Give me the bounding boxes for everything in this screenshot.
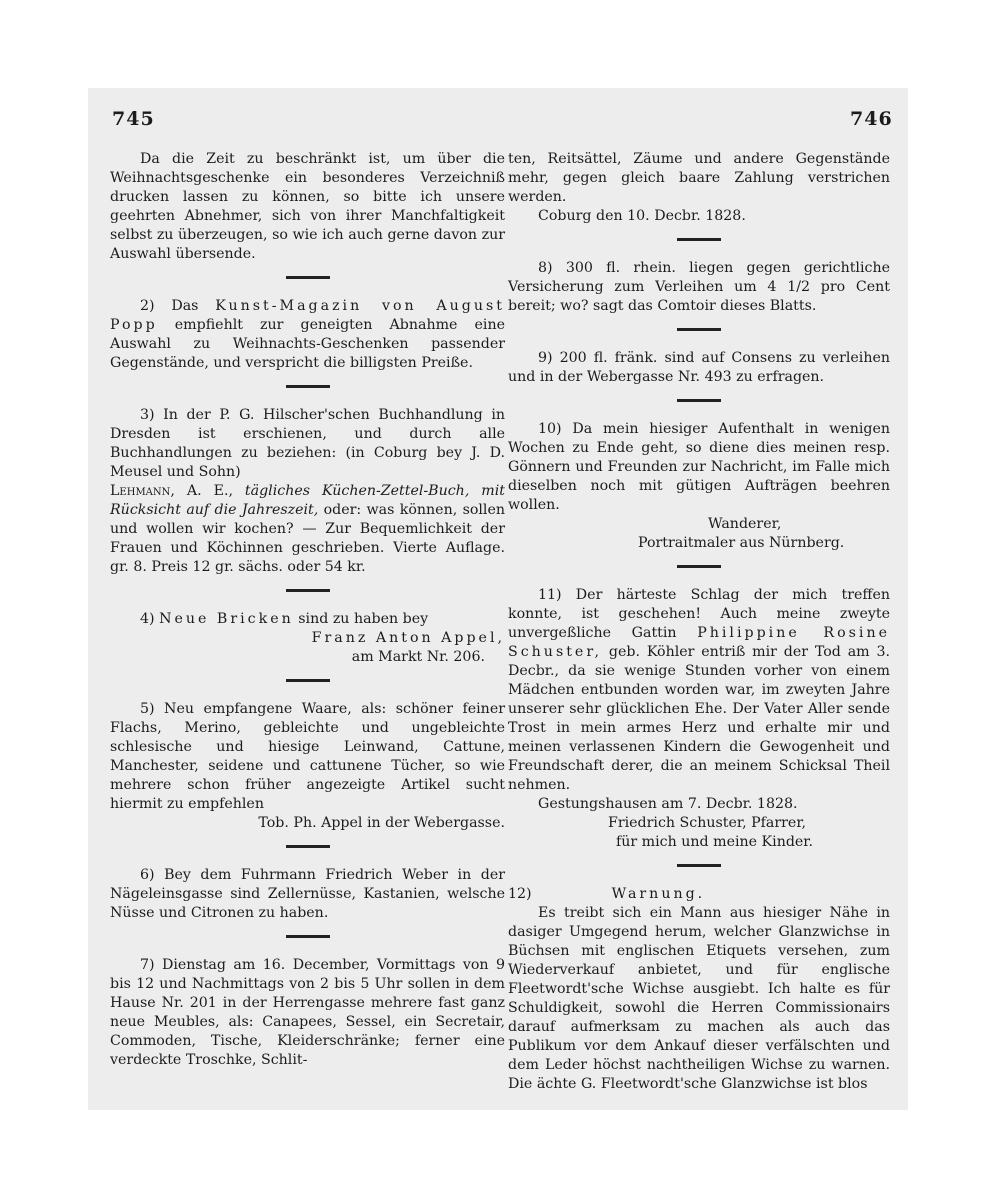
entry-3-author: Lehmann, A. E., (110, 483, 233, 499)
entry-4-text: sind zu haben bey (293, 611, 429, 627)
entry-3-rest: oder: was können, sollen und wollen wir kochen? — Zur Bequemlichkeit der Frauen und Köchinnen geschrieben. Vierte Auflage. gr. 8. Preis 12 gr. sächs. oder 54 kr. (110, 502, 505, 575)
entry-4-signature-1: Franz Anton Appel, (311, 630, 505, 646)
right-page-number: 746 (850, 108, 893, 130)
entry-11-text-a: 11) Der härteste Schlag der mich treffen konnte, ist geschehen! Auch meine zweyte unvergeßliche Gattin (508, 587, 890, 641)
entry-2-text: empfiehlt zur geneigten Abnahme eine Auswahl zu Weihnachts-Geschenken passender Gegenstände, und verspricht die billigsten Preiße. (110, 317, 505, 371)
entry-12-header (508, 885, 890, 904)
entry-5-signature: Tob. Ph. Appel in der Webergasse. (258, 815, 505, 831)
separator (286, 276, 330, 279)
entry-11 (508, 586, 890, 795)
separator (677, 238, 721, 241)
entry-10: 10) Da mein hiesiger Aufenthalt in wenigen Wochen zu Ende geht, so diene dies meinen resp. Gönnern und Freunden zur Nachricht, im Falle mich dieselben noch mit gütigen Aufträgen beehren wollen. (508, 421, 890, 513)
entry-12: Es treibt sich ein Mann aus hiesiger Nähe in dasiger Umgegend herum, welcher Glanzwichse in Büchsen mit englischen Etiquets versehen, zum Wiederverkauf anbietet, und für englische Fleetwordt'sche Wichse ausgiebt. Ich halte es für Schuldigkeit, sowohl die Herren Commissionairs darauf aufmerksam zu machen als auch das Publikum vor dem Ankauf dieser verfälschten und dem Leder höchst nachtheiligen Wichse zu warnen. Die ächte G. Fleetwordt'sche Glanzwichse ist blos (508, 905, 890, 1092)
entry-3 (110, 406, 505, 577)
entry-2-name: Kunst-Magazin von August Popp (110, 298, 506, 333)
entry-12-number: 12) (508, 886, 532, 902)
separator (677, 328, 721, 331)
entry-7-date: Coburg den 10. Decbr. 1828. (538, 208, 746, 224)
entry-9: 9) 200 fl. fränk. sind auf Consens zu verleihen und in der Webergasse Nr. 493 zu erfragen. (508, 350, 890, 385)
entry-4-signature-2: am Markt Nr. 206. (351, 649, 485, 665)
right-column (508, 150, 890, 1094)
entry-11-date: Gestungshausen am 7. Decbr. 1828. (538, 796, 798, 812)
entry-3-title: tägliches Küchen-Zettel-Buch, mit Rücksicht auf die Jahreszeit, (110, 483, 505, 518)
entry-2 (110, 297, 505, 373)
entry-7: 7) Dienstag am 16. December, Vormittags von 9 bis 12 und Nachmittags von 2 bis 5 Uhr sollen in dem Hause Nr. 201 in der Herrengasse mehrere fast ganz neue Meubles, als: Canapees, Sessel, ein Secretair, Commoden, Tische, Kleiderschränke; ferner eine verdeckte Troschke, Schlit- (110, 957, 505, 1068)
separator (286, 679, 330, 682)
entry-10-signature-1: Wanderer, (708, 516, 782, 532)
entry-11-name: Philippine Rosine Schuster, (508, 625, 890, 660)
separator (677, 864, 721, 867)
separator (286, 589, 330, 592)
separator (286, 845, 330, 848)
entry-4-name: Neue Bricken (159, 611, 294, 627)
entry-4 (110, 610, 505, 629)
entry-11-signature-1: Friedrich Schuster, Pfarrer, (608, 815, 807, 831)
entry-4-prefix: 4) (140, 611, 160, 627)
entry-3-text: 3) In der P. G. Hilscher'schen Buchhandlung in Dresden ist erschienen, und durch alle Buchhandlungen zu beziehen: (in Coburg bey J. D. Meusel und Sohn) (110, 407, 505, 480)
entry-7-continuation: ten, Reitsättel, Zäume und andere Gegenstände mehr, gegen gleich baare Zahlung verstrichen werden. (508, 151, 890, 205)
entry-8: 8) 300 fl. rhein. liegen gegen gerichtliche Versicherung zum Verleihen um 4 1/2 pro Cent bereit; wo? sagt das Comtoir dieses Blatts. (508, 260, 890, 314)
entry-12-heading: Warnung. (611, 886, 706, 902)
left-column (110, 150, 505, 1070)
separator (677, 399, 721, 402)
intro-paragraph: Da die Zeit zu beschränkt ist, um über die Weihnachtsgeschenke ein besonderes Verzeichniß drucken lassen zu können, so bitte ich unsere geehrten Abnehmer, sich von ihrer Manchfaltigkeit selbst zu überzeugen, so wie ich auch gerne davon zur Auswahl übersende. (110, 151, 505, 262)
entry-2-prefix: 2) Das (140, 298, 216, 314)
entry-10-signature-2: Portraitmaler aus Nürnberg. (638, 535, 845, 551)
separator (286, 385, 330, 388)
separator (677, 565, 721, 568)
entry-11-text-b: geb. Köhler entriß mir der Tod am 3. Decbr., da sie wenige Stunden vorher von einem Mädchen entbunden worden war, im zweyten Jahre unserer sehr glücklichen Ehe. Der Vater Aller sende Trost in mein armes Herz und erhalte mir und meinen verlassenen Kindern die Gewogenheit und Freundschaft derer, die an meinem Schicksal Theil nehmen. (508, 644, 890, 793)
left-page-number: 745 (112, 108, 155, 130)
separator (286, 935, 330, 938)
entry-6: 6) Bey dem Fuhrmann Friedrich Weber in der Nägeleinsgasse sind Zellernüsse, Kastanien, welsche Nüsse und Citronen zu haben. (110, 867, 505, 921)
entry-5: 5) Neu empfangene Waare, als: schöner feiner Flachs, Merino, gebleichte und ungebleichte schlesische und hiesige Leinwand, Cattune, Manchester, seidene und cattunene Tücher, so wie mehrere schon früher angezeigte Artikel sucht hiermit zu empfehlen (110, 701, 505, 812)
entry-11-signature-2: für mich und meine Kinder. (616, 834, 814, 850)
